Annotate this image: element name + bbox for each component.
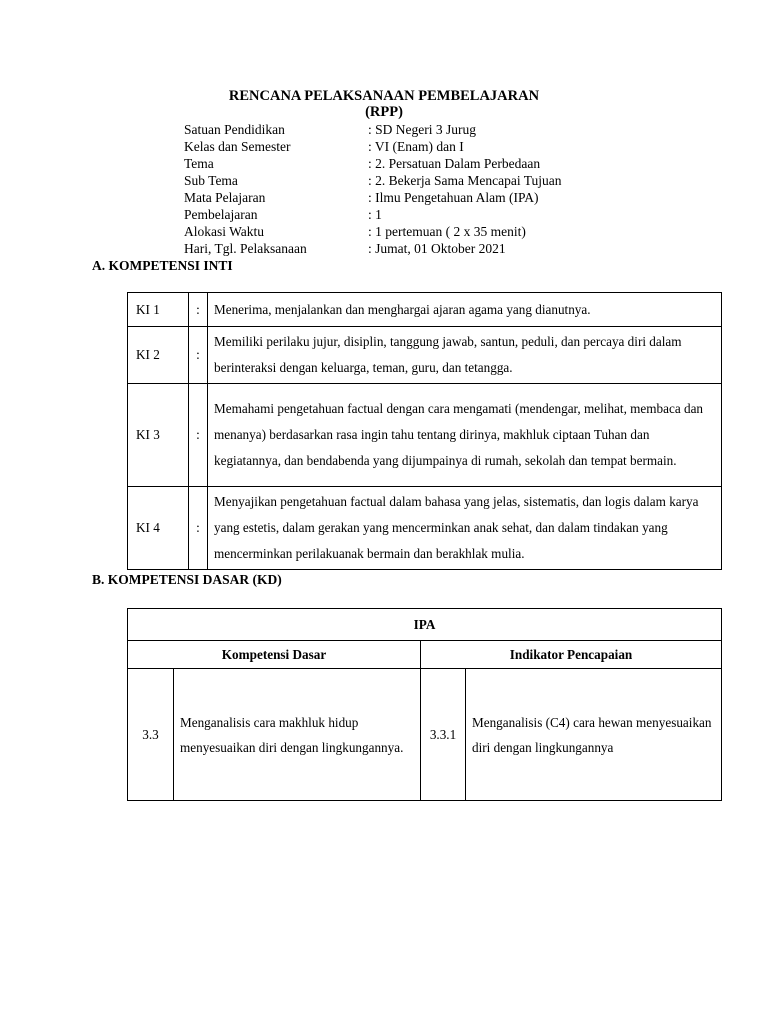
indicator-text: Menganalisis (C4) cara hewan menyesuaikan diri dengan lingkungannya <box>466 669 722 801</box>
table-row <box>128 641 722 669</box>
ki-text: Menerima, menjalankan dan menghargai ajaran agama yang dianutnya. <box>208 293 722 327</box>
meta-label: Sub Tema <box>184 173 238 188</box>
ki-colon: : <box>189 327 208 384</box>
meta-value: : SD Negeri 3 Jurug <box>368 122 476 137</box>
ki-text: Memahami pengetahuan factual dengan cara mengamati (mendengar, melihat, membaca dan menanya) berdasarkan rasa ingin tahu tentang dirinya, makhluk ciptaan Tuhan dan kegiatannya, dan bendabenda yang dijumpainya di rumah, sekolah dan tempat bermain. <box>208 384 722 487</box>
ki-text: Memiliki perilaku jujur, disiplin, tanggung jawab, santun, peduli, dan percaya diri dalam berinteraksi dengan keluarga, teman, guru, dan tetangga. <box>208 327 722 384</box>
section-a-heading: A. KOMPETENSI INTI <box>92 258 233 273</box>
meta-value: : 1 pertemuan ( 2 x 35 menit) <box>368 224 526 239</box>
meta-value: : 1 <box>368 207 382 222</box>
table-row <box>128 487 722 570</box>
meta-value: : 2. Persatuan Dalam Perbedaan <box>368 156 541 171</box>
ki-code: KI 3 <box>128 384 189 487</box>
ki-code: KI 2 <box>128 327 189 384</box>
meta-label: Kelas dan Semester <box>184 139 291 154</box>
ki-code: KI 4 <box>128 487 189 570</box>
ki-colon: : <box>189 293 208 327</box>
ki-colon: : <box>189 487 208 570</box>
kompetensi-dasar-table <box>127 608 722 801</box>
kd-text: Menganalisis cara makhluk hidup menyesuaikan diri dengan lingkungannya. <box>174 669 421 801</box>
meta-label: Hari, Tgl. Pelaksanaan <box>184 241 307 256</box>
meta-value: : VI (Enam) dan I <box>368 139 464 154</box>
subject-header: IPA <box>128 609 722 641</box>
ki-colon: : <box>189 384 208 487</box>
kd-number: 3.3 <box>128 669 174 801</box>
table-row <box>128 609 722 641</box>
meta-label: Tema <box>184 156 214 171</box>
table-row <box>128 327 722 384</box>
meta-label: Alokasi Waktu <box>184 224 265 239</box>
kd-column-header: Kompetensi Dasar <box>128 641 421 669</box>
meta-label: Mata Pelajaran <box>184 190 266 205</box>
meta-label: Satuan Pendidikan <box>184 122 285 137</box>
meta-value: : Ilmu Pengetahuan Alam (IPA) <box>368 190 539 205</box>
document-title: RENCANA PELAKSANAAN PEMBELAJARAN <box>228 88 540 104</box>
indicator-number: 3.3.1 <box>421 669 466 801</box>
meta-value: : 2. Bekerja Sama Mencapai Tujuan <box>368 173 562 188</box>
table-row <box>128 293 722 327</box>
document-subtitle: (RPP) <box>365 104 403 120</box>
ki-text: Menyajikan pengetahuan factual dalam bahasa yang jelas, sistematis, dan logis dalam karya yang estetis, dalam gerakan yang mencerminkan anak sehat, dan dalam tindakan yang mencerminkan perilakuanak bermain dan berakhlak mulia. <box>208 487 722 570</box>
section-b-heading: B. KOMPETENSI DASAR (KD) <box>92 572 282 587</box>
ki-code: KI 1 <box>128 293 189 327</box>
meta-value: : Jumat, 01 Oktober 2021 <box>368 241 506 256</box>
table-row <box>128 669 722 801</box>
table-row <box>128 384 722 487</box>
kompetensi-inti-table <box>127 292 722 570</box>
meta-label: Pembelajaran <box>184 207 258 222</box>
indicator-column-header: Indikator Pencapaian <box>421 641 722 669</box>
